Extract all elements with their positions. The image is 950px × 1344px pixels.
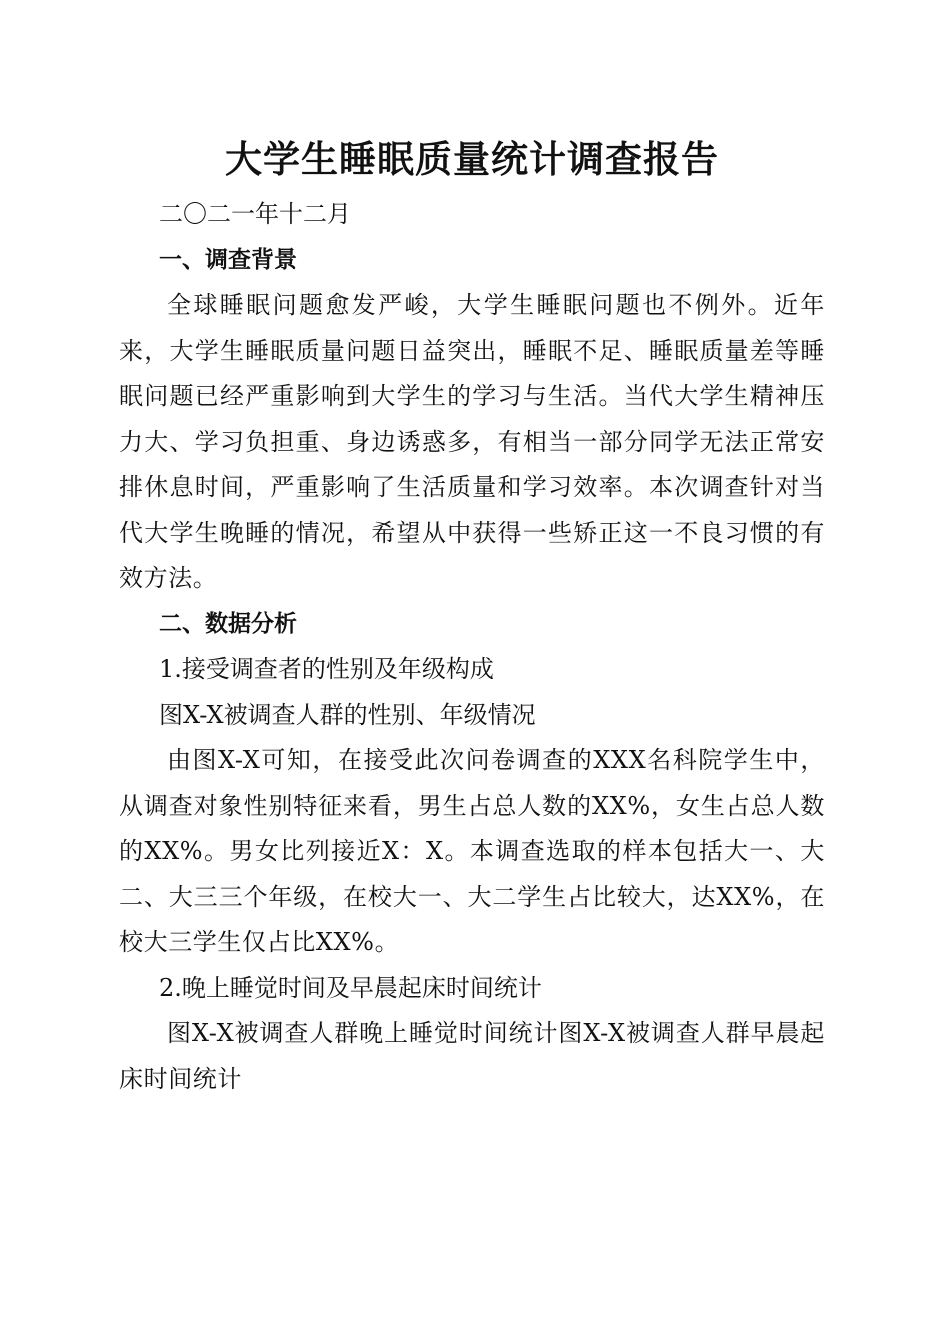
section-heading-background: 一、调查背景	[159, 246, 297, 273]
document-body	[119, 134, 825, 1102]
figure-caption-gender-grade: 图X-X被调查人群的性别、年级情况	[159, 700, 536, 729]
document-title: 大学生睡眠质量统计调查报告	[225, 137, 719, 181]
section-heading-analysis: 二、数据分析	[159, 610, 297, 637]
subsection-title-gender-grade: 1.接受调查者的性别及年级构成	[159, 655, 494, 683]
figure-caption-sleep-wake: 图X-X被调查人群晚上睡觉时间统计图X-X被调查人群早晨起床时间统计	[119, 1019, 825, 1093]
background-paragraph: 全球睡眠问题愈发严峻，大学生睡眠问题也不例外。近年来，大学生睡眠质量问题日益突出，睡眠不足、睡眠质量差等睡眠问题已经严重影响到大学生的学习与生活。当代大学生精神压力大、学习负担重、身边诱惑多，有相当一部分同学无法正常安排休息时间，严重影响了生活质量和学习效率。本次调查针对当代大学生晚睡的情况，希望从中获得一些矫正这一不良习惯的有效方法。	[119, 291, 825, 592]
analysis-paragraph-gender-grade: 由图X-X可知，在接受此次问卷调查的XXX名科院学生中，从调查对象性别特征来看，男生占总人数的XX%，女生占总人数的XX%。男女比列接近X：X。本调查选取的样本包括大一、大二、大三三个年级，在校大一、大二学生占比较大，达XX%，在校大三学生仅占比XX%。	[119, 746, 825, 956]
document-date: 二〇二一年十二月	[159, 200, 351, 228]
subsection-title-sleep-wake: 2.晚上睡觉时间及早晨起床时间统计	[159, 973, 542, 1002]
